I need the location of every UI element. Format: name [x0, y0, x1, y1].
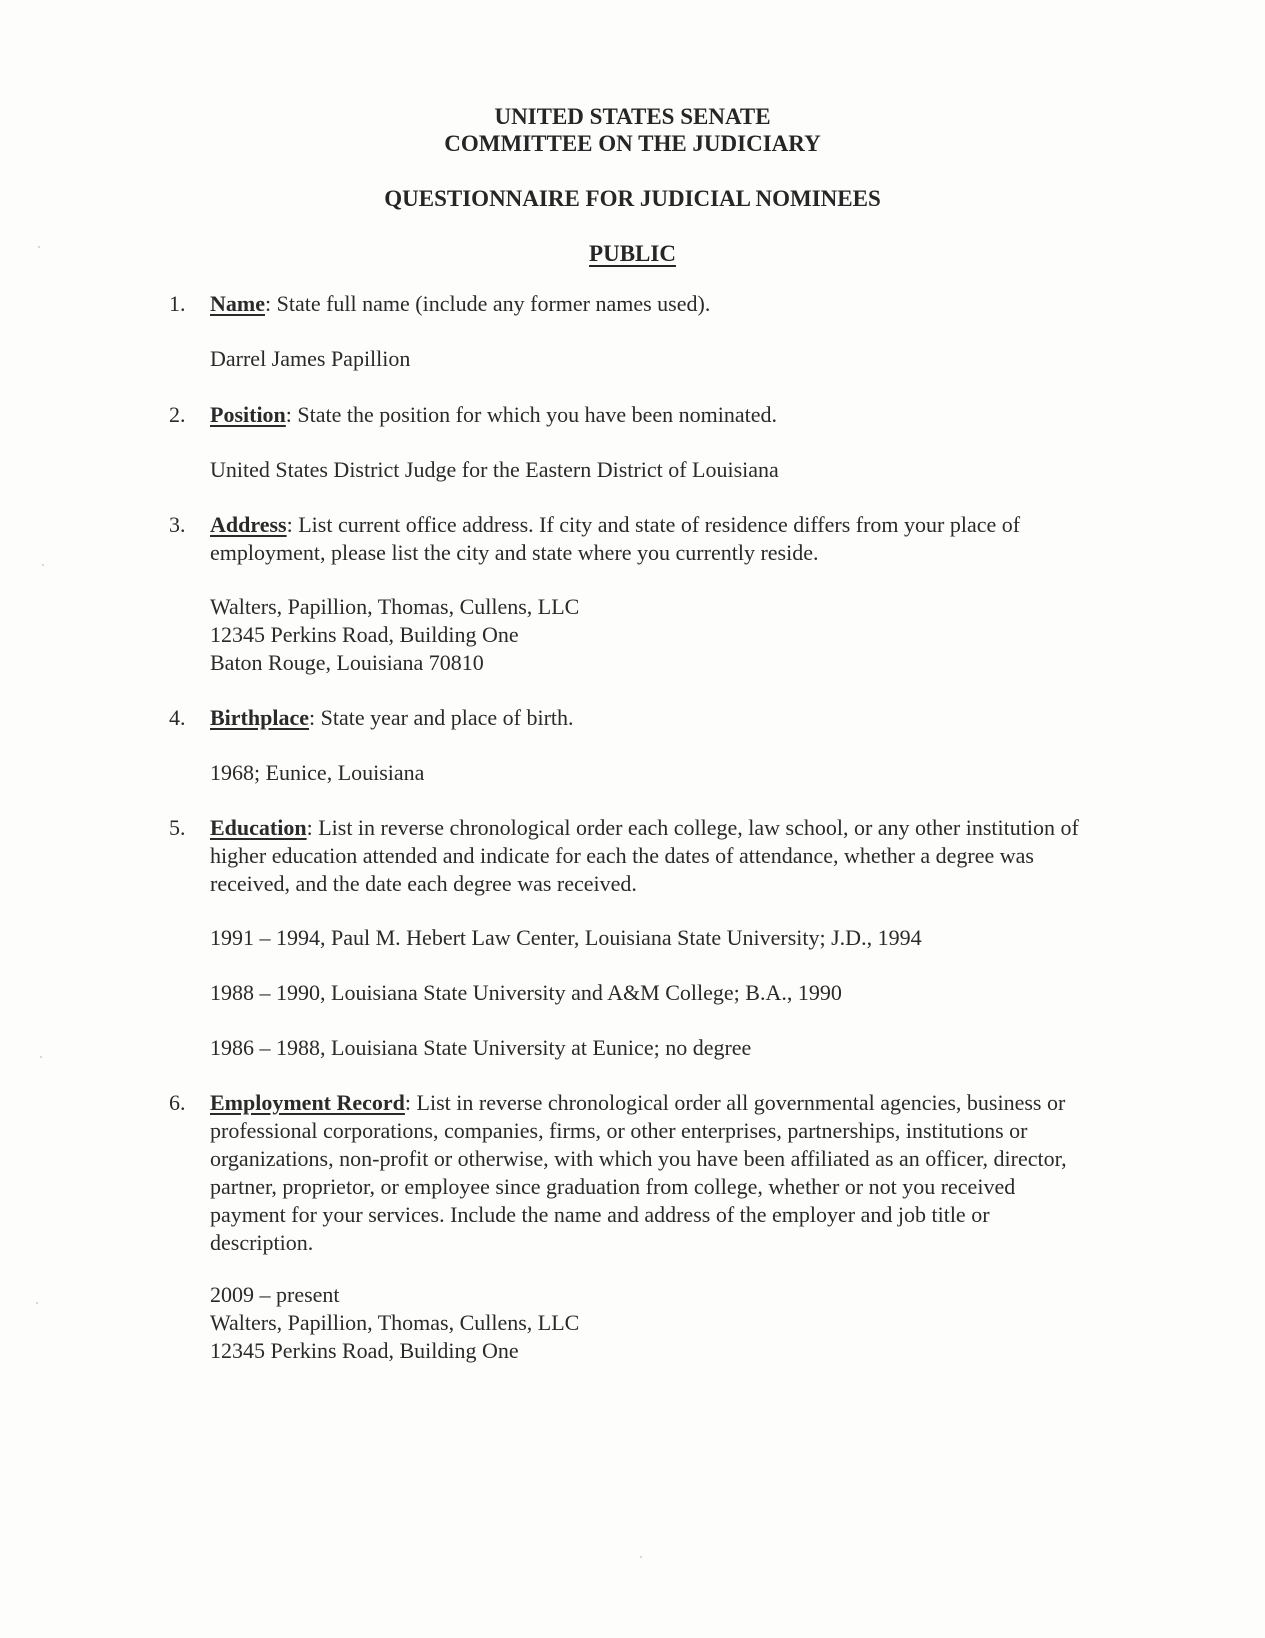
question-number: 2.	[169, 402, 186, 427]
header-public: PUBLIC	[589, 241, 676, 266]
question-number: 1.	[169, 291, 186, 316]
header-committee: COMMITTEE ON THE JUDICIARY	[444, 131, 821, 156]
question-prompt: : State full name (include any former names used).	[264, 291, 711, 316]
scan-speck	[36, 1302, 38, 1304]
scan-speck	[40, 1056, 42, 1058]
question-prompt: : List current office address. If city and state of residence differs from your place of employment, please list the city and state where you currently reside.	[210, 512, 1021, 565]
scan-speck	[42, 564, 44, 566]
question-label: Name	[210, 291, 265, 316]
question-text	[210, 814, 1080, 898]
question-text	[210, 401, 1080, 429]
answer-education-1: 1991 – 1994, Paul M. Hebert Law Center, Louisiana State University; J.D., 1994	[210, 925, 922, 950]
question-text	[210, 290, 1080, 318]
scan-speck	[640, 1556, 642, 1558]
question-text	[210, 1089, 1080, 1257]
answer-education-2: 1988 – 1990, Louisiana State University and A&M College; B.A., 1990	[210, 980, 842, 1005]
question-prompt: : List in reverse chronological order each college, law school, or any other institution of higher education attended and indicate for each the dates of attendance, whether a degree was received, and the date each degree was received.	[210, 815, 1079, 896]
question-label: Birthplace	[210, 705, 309, 730]
answer-address: Walters, Papillion, Thomas, Cullens, LLC 12345 Perkins Road, Building One Baton Rouge, Louisiana 70810	[210, 594, 580, 675]
question-prompt: : State year and place of birth.	[309, 705, 574, 730]
question-number: 5.	[169, 815, 186, 840]
question-label: Address	[210, 512, 287, 537]
answer-education-3: 1986 – 1988, Louisiana State University at Eunice; no degree	[210, 1035, 752, 1060]
question-label: Education	[210, 815, 307, 840]
question-text	[210, 511, 1080, 567]
question-prompt: : List in reverse chronological order all governmental agencies, business or professional corporations, companies, firms, or other enterprises, partnerships, institutions or organizations, non-profit or otherwise, with which you have been affiliated as an officer, director, partner, proprietor, or employee since graduation from college, whether or not you received payment for your services. Include the name and address of the employer and job title or description.	[210, 1090, 1067, 1255]
answer-position: United States District Judge for the Eastern District of Louisiana	[210, 457, 779, 482]
answer-birthplace: 1968; Eunice, Louisiana	[210, 760, 425, 785]
answer-employment: 2009 – present Walters, Papillion, Thomas, Cullens, LLC 12345 Perkins Road, Building One	[210, 1282, 580, 1363]
answer-name: Darrel James Papillion	[210, 346, 411, 371]
header-questionnaire: QUESTIONNAIRE FOR JUDICIAL NOMINEES	[384, 186, 881, 211]
question-label: Employment Record	[210, 1090, 405, 1115]
question-prompt: : State the position for which you have been nominated.	[285, 402, 778, 427]
question-number: 6.	[169, 1090, 186, 1115]
header-senate: UNITED STATES SENATE	[494, 104, 771, 129]
question-number: 4.	[169, 705, 186, 730]
question-number: 3.	[169, 512, 186, 537]
question-text	[210, 704, 1080, 732]
question-label: Position	[210, 402, 286, 427]
scan-speck	[38, 246, 40, 248]
